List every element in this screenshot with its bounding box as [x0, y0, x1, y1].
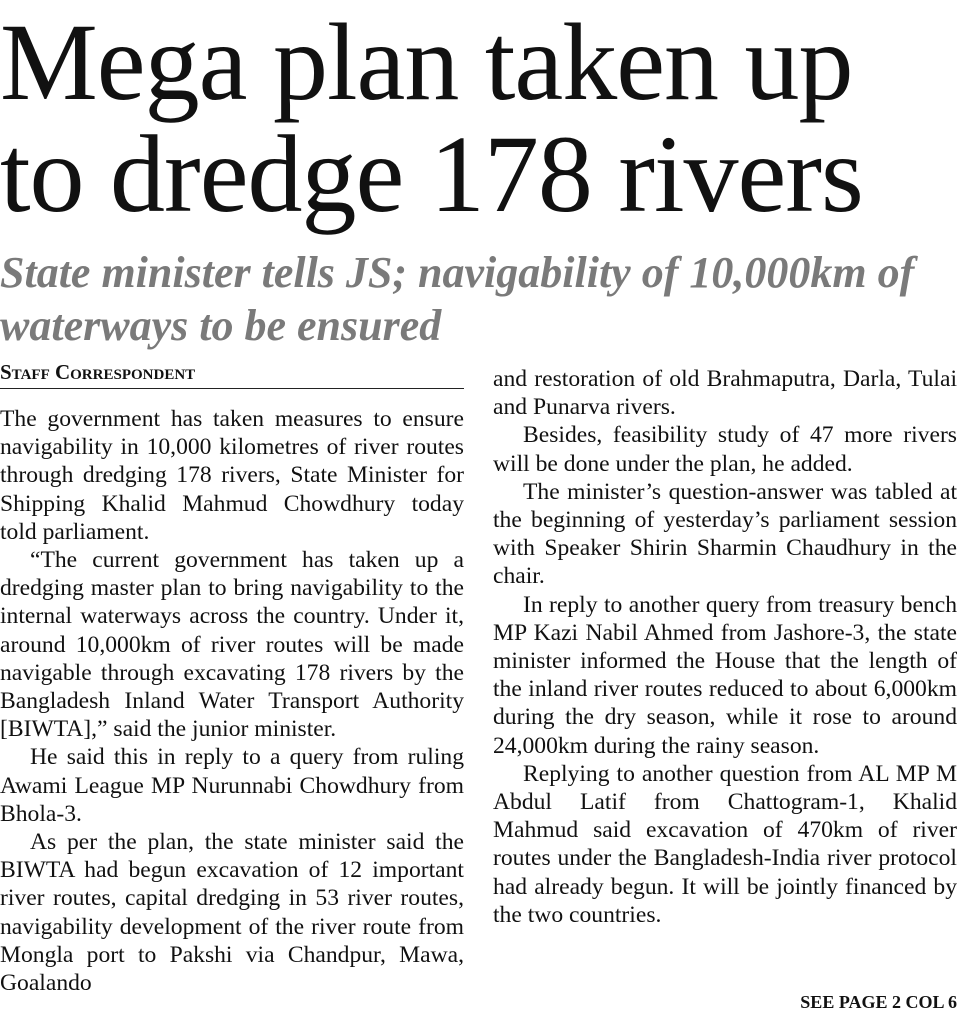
paragraph: “The current government has taken up a dredging master plan to bring navigability to the internal waterways across the country. Under it, around 10,000km of river routes will be made navigable through excavating 178 rivers by the Bangladesh Inland Water Transport Authority [BIWTA],” said the junior minister.	[0, 547, 464, 743]
article-column-right	[493, 365, 957, 929]
paragraph: The government has taken measures to ensure navigability in 10,000 kilometres of river routes through dredging 178 rivers, State Minister for Shipping Khalid Mahmud Chowdhury today told parliament.	[0, 406, 464, 545]
paragraph: He said this in reply to a query from ruling Awami League MP Nurunnabi Chowdhury from Bhola-3.	[0, 744, 464, 827]
paragraph: Besides, feasibility study of 47 more rivers will be done under the plan, he added.	[493, 422, 957, 477]
byline: Staff Correspondent	[0, 360, 464, 389]
paragraph: The minister’s question-answer was tabled at the beginning of yesterday’s parliament session with Speaker Shirin Sharmin Chaudhury in the chair.	[493, 478, 957, 590]
headline: Mega plan taken up to dredge 178 rivers	[0, 1, 863, 235]
paragraph: Replying to another question from AL MP M Abdul Latif from Chattogram-1, Khalid Mahmud said excavation of 470km of river routes under the Bangladesh-India river protocol had already begun. It will be jointly financed by the two countries.	[493, 760, 957, 928]
subheadline: State minister tells JS; navigability of 10,000km of waterways to be ensured	[0, 248, 915, 350]
article-column-left	[0, 405, 464, 997]
paragraph: As per the plan, the state minister said the BIWTA had begun excavation of 12 important river routes, capital dredging in 53 river routes, navigability development of the river route from Mongla port to Pakshi via Chandpur, Mawa, Goalando	[0, 829, 464, 997]
continuation-jump-line: SEE PAGE 2 COL 6	[800, 992, 957, 1012]
paragraph-continuation: and restoration of old Brahmaputra, Darla, Tulai and Punarva rivers.	[493, 366, 957, 421]
paragraph: In reply to another query from treasury bench MP Kazi Nabil Ahmed from Jashore-3, the state minister informed the House that the length of the inland river routes reduced to about 6,000km during the dry season, while it rose to around 24,000km during the rainy season.	[493, 591, 957, 759]
